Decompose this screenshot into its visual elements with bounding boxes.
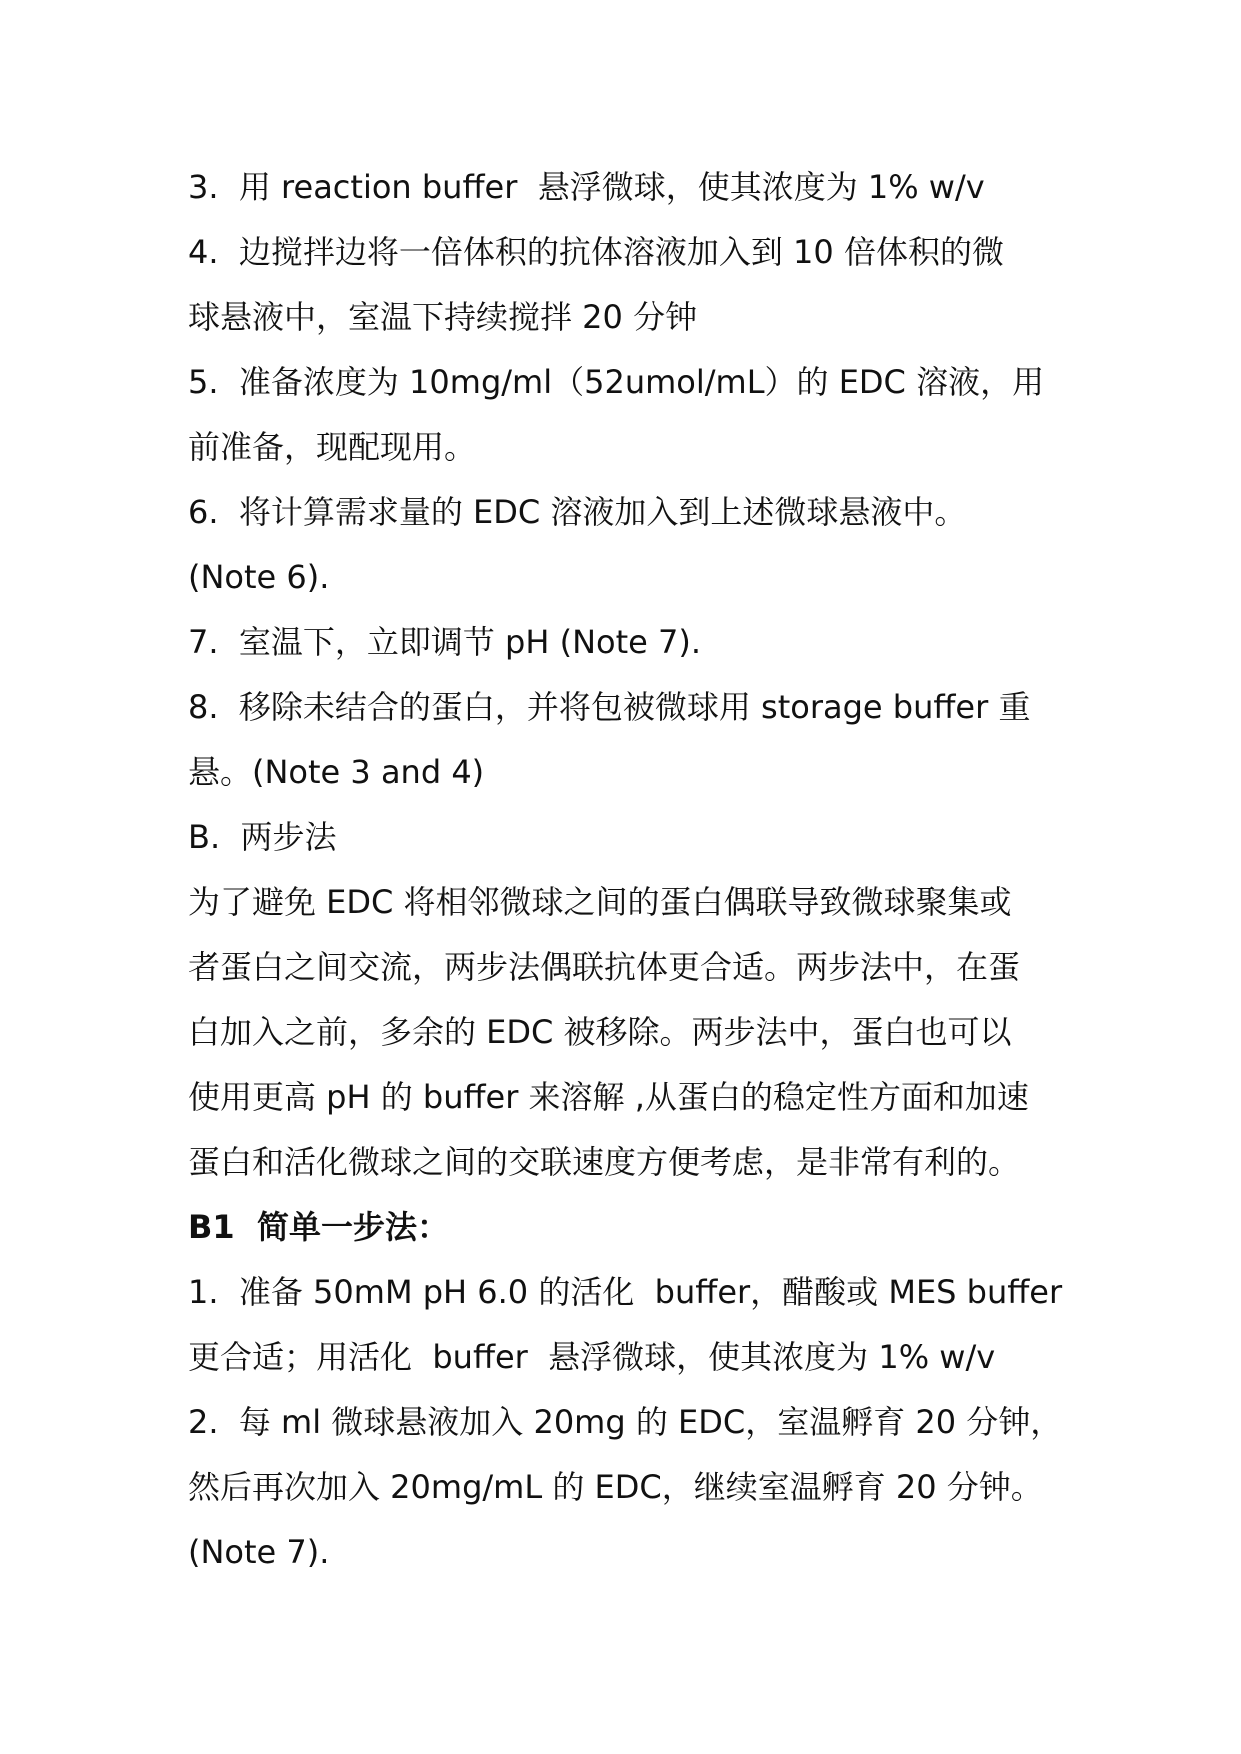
b1-step-2-line-2: 然后再次加入 20mg/mL 的 EDC，继续室温孵育 20 分钟。 <box>188 1468 1043 1506</box>
step-3-line: 3. 用 reaction buffer 悬浮微球，使其浓度为 1% w/v <box>188 168 985 206</box>
step-6-line-1: 6. 将计算需求量的 EDC 溶液加入到上述微球悬液中。 <box>188 493 967 531</box>
section-b1-heading: B1 简单一步法： <box>188 1208 449 1246</box>
section-b-paragraph-line-5: 蛋白和活化微球之间的交联速度方便考虑，是非常有利的。 <box>188 1143 1021 1181</box>
step-7-line: 7. 室温下，立即调节 pH (Note 7). <box>188 623 702 661</box>
section-b-heading: B. 两步法 <box>188 818 337 856</box>
b1-step-2-line-1: 2. 每 ml 微球悬液加入 20mg 的 EDC，室温孵育 20 分钟， <box>188 1403 1063 1441</box>
section-b-paragraph-line-3: 白加入之前，多余的 EDC 被移除。两步法中，蛋白也可以 <box>188 1013 1012 1051</box>
b1-step-1-line-1: 1. 准备 50mM pH 6.0 的活化 buffer，醋酸或 MES buffer <box>188 1273 1063 1311</box>
step-8-line-1: 8. 移除未结合的蛋白，并将包被微球用 storage buffer 重 <box>188 688 1031 726</box>
step-8-line-2: 悬。(Note 3 and 4) <box>188 753 485 791</box>
section-b-paragraph-line-4: 使用更高 pH 的 buffer 来溶解 ,从蛋白的稳定性方面和加速 <box>188 1078 1029 1116</box>
b1-step-1-line-2: 更合适；用活化 buffer 悬浮微球，使其浓度为 1% w/v <box>188 1338 996 1376</box>
step-4-line-1: 4. 边搅拌边将一倍体积的抗体溶液加入到 10 倍体积的微 <box>188 233 1004 271</box>
document-body <box>188 155 1068 1585</box>
step-4-line-2: 球悬液中，室温下持续搅拌 20 分钟 <box>188 298 698 336</box>
b1-step-2-line-3: (Note 7). <box>188 1533 330 1571</box>
step-5-line-1: 5. 准备浓度为 10mg/ml（52umol/mL）的 EDC 溶液，用 <box>188 363 1045 401</box>
section-b-paragraph-line-2: 者蛋白之间交流，两步法偶联抗体更合适。两步法中，在蛋 <box>188 948 1021 986</box>
section-b-paragraph-line-1: 为了避免 EDC 将相邻微球之间的蛋白偶联导致微球聚集或 <box>188 883 1012 921</box>
step-5-line-2: 前准备，现配现用。 <box>188 428 477 466</box>
step-6-line-2: (Note 6). <box>188 558 330 596</box>
